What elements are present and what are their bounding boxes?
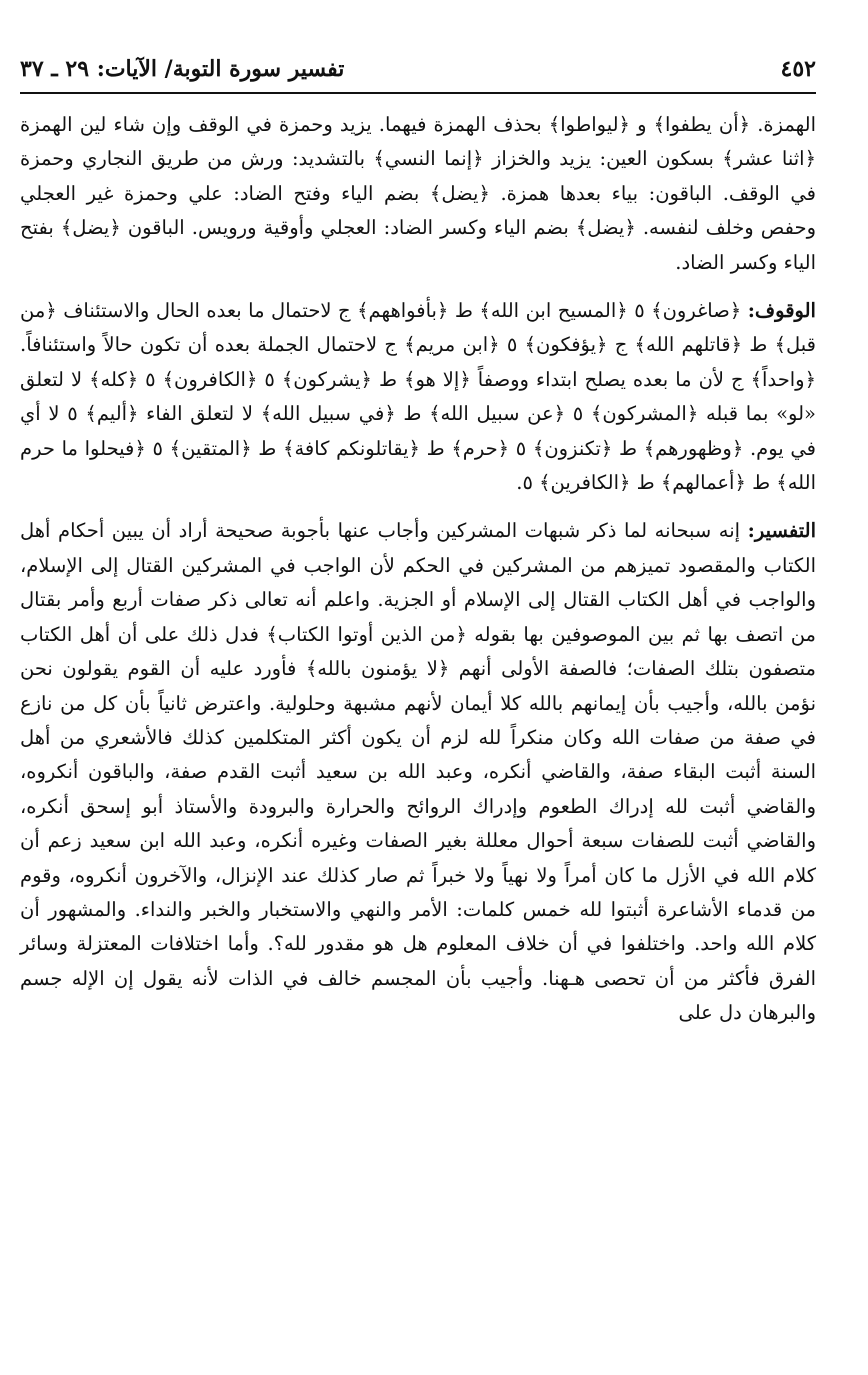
page-body — [20, 108, 816, 1031]
paragraph-text: إنه سبحانه لما ذكر شبهات المشركين وأجاب عنها بأجوبة صحيحة أراد أن يبين أحكام أهل الكتاب والمقصود تميزهم من المشركين في الحكم لأن الواجب في المشركين القتال إلى الإسلام، والواجب في أهل الكتاب القتال إلى الإسلام أو الجزية. واعلم أنه تعالى ذكر صفات أربع وأمر بقتال من اتصف بها ثم بين الموصوفين بها بقوله ﴿من الذين أوتوا الكتاب﴾ فدل ذلك على أن أهل الكتاب متصفون بتلك الصفات؛ فالصفة الأولى أنهم ﴿لا يؤمنون بالله﴾ فأورد عليه أن القوم يقولون نحن نؤمن بالله، وأجيب بأن إيمانهم بالله كلا أيمان لأنهم مشبهة وحلولية. واعترض ثانياً بأن كل من نازع في صفة من صفات الله وكان منكراً لله لزم أن يكون أكثر المتكلمين كذلك فالأشعري من أهل السنة أثبت البقاء صفة، والقاضي أنكره، وعبد الله بن سعيد أثبت القدم صفة، والباقون أنكروه، والقاضي أثبت لله إدراك الطعوم وإدراك الروائح والحرارة والبرودة والأستاذ أبو إسحق أنكره، والقاضي أثبت للصفات سبعة أحوال معللة بغير الصفات وغيره أنكره، وعبد الله ابن سعيد زعم أن كلام الله في الأزل ما كان أمراً ولا نهياً ولا خبراً ثم صار كذلك عند الإنزال، والآخرون أنكروه، وقوم من قدماء الأشاعرة أثبتوا لله خمس كلمات: الأمر والنهي والاستخبار والخبر والنداء. والمشهور أن كلام الله واحد. واختلفوا في أن خلاف المعلوم هل هو مقدور لله؟. وأما اختلافات المعتزلة وسائر الفرق فأكثر من أن تحصى هـهنا. وأجيب بأن المجسم خالف في الذات لأنه يقول إن الإله جسم والبرهان دل على — [20, 519, 816, 1025]
section-lead-tafsir: التفسير: — [747, 519, 816, 543]
paragraph-tafsir — [20, 514, 816, 1030]
paragraph-text: الهمزة. ﴿أن يطفوا﴾ و ﴿ليواطوا﴾ بحذف الهمزة فيهما. يزيد وحمزة في الوقف وإن شاء لين الهمزة ﴿اثنا عشر﴾ بسكون العين: يزيد والخزاز ﴿إنما النسي﴾ بالتشديد: ورش من طريق النجاري وحمزة في الوقف. الباقون: بياء بعدها همزة. ﴿يضل﴾ بضم الياء وفتح الضاد: علي وحمزة غير العجلي وحفص وخلف لنفسه. ﴿يضل﴾ بضم الياء وكسر الضاد: العجلي وأوقية ورويس. الباقون ﴿يضل﴾ بفتح الياء وكسر الضاد. — [20, 113, 816, 274]
paragraph-readings — [20, 108, 816, 280]
page-header — [20, 52, 816, 94]
paragraph-pauses — [20, 294, 816, 500]
running-title: تفسير سورة التوبة/ الآيات: ٢٩ ـ ٣٧ — [20, 56, 345, 82]
paragraph-text: ﴿صاغرون﴾ ٥ ﴿المسيح ابن الله﴾ ط ﴿بأفواههم﴾ ج لاحتمال ما بعده الحال والاستئناف ﴿من قبل﴾ ط ﴿قاتلهم الله﴾ ج ﴿يؤفكون﴾ ٥ ﴿ابن مريم﴾ ج لاحتمال الجملة بعده أن تكون حالاً واستئنافاً. ﴿واحداً﴾ ج لأن ما بعده يصلح ابتداء ووصفاً ﴿إلا هو﴾ ط ﴿يشركون﴾ ٥ ﴿الكافرون﴾ ٥ ﴿كله﴾ لا لتعلق «لو» بما قبله ﴿المشركون﴾ ٥ ﴿عن سبيل الله﴾ ط ﴿في سبيل الله﴾ لا لتعلق الفاء ﴿أليم﴾ ٥ لا أي في يوم. ﴿وظهورهم﴾ ط ﴿تكنزون﴾ ٥ ﴿حرم﴾ ط ﴿يقاتلونكم كافة﴾ ط ﴿المتقين﴾ ٥ ﴿فيحلوا ما حرم الله﴾ ط ﴿أعمالهم﴾ ط ﴿الكافرين﴾ ٥. — [20, 299, 817, 495]
section-lead-pauses: الوقوف: — [747, 299, 816, 323]
page-number: ٤٥٢ — [780, 56, 816, 82]
